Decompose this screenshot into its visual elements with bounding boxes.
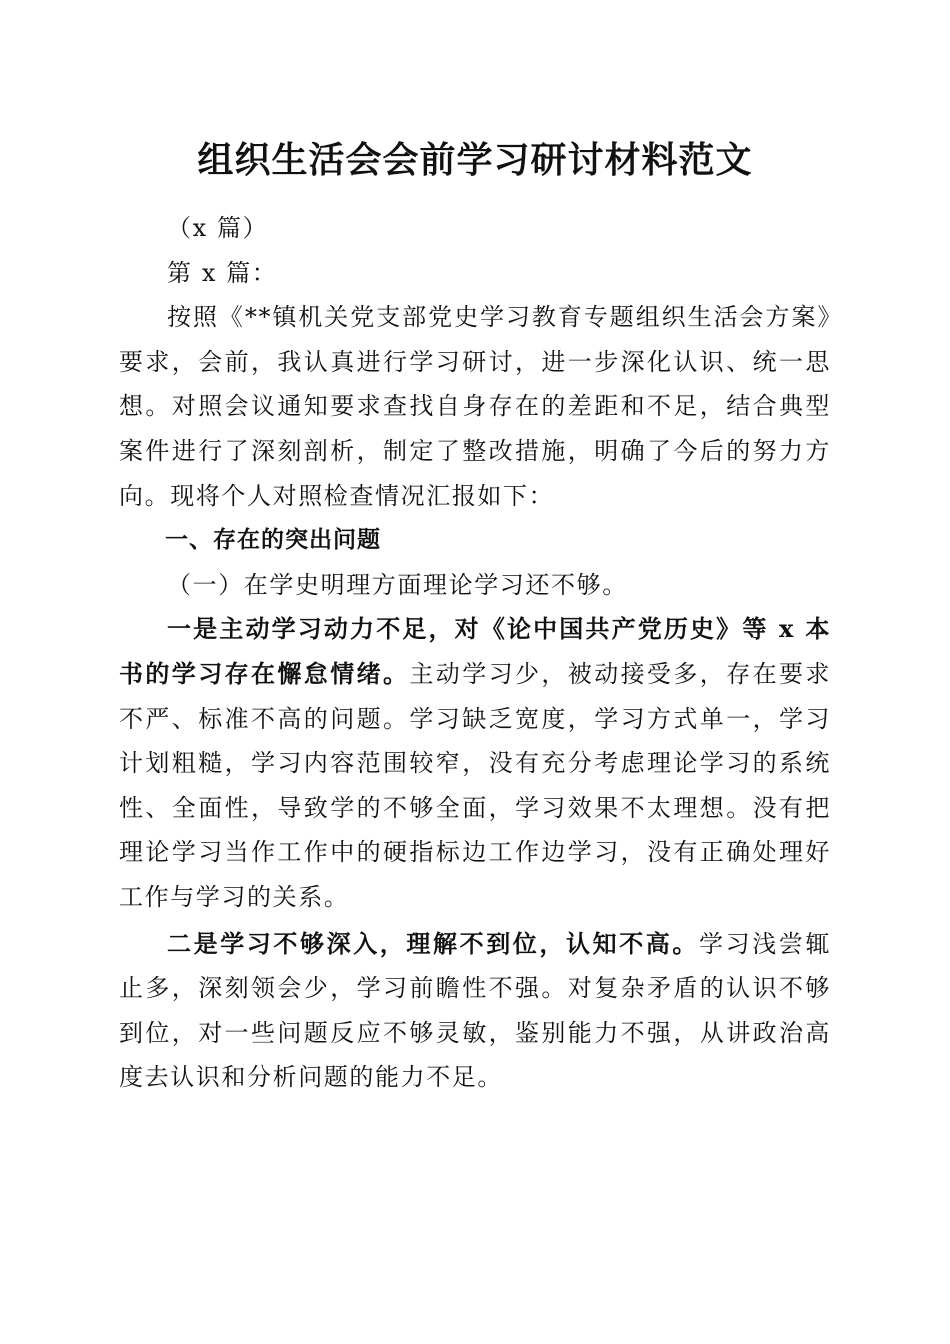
document-title: 组织生活会会前学习研讨材料范文 bbox=[197, 139, 753, 181]
intro-paragraph: 按照《**镇机关党支部党史学习教育专题组织生活会方案》要求，会前，我认真进行学习研讨，进一步深化认识、统一思想。对照会议通知要求查找自身存在的差距和不足，结合典型案件进行了深刻剖析，制定了整改措施，明确了今后的努力方向。现将个人对照检查情况汇报如下： bbox=[119, 303, 831, 510]
document-body bbox=[119, 206, 831, 1100]
subsection-heading-1: （一）在学史明理方面理论学习还不够。 bbox=[167, 570, 628, 599]
section-heading-1: 一、存在的突出问题 bbox=[165, 527, 381, 554]
point-1-lead: 一是主动学习动力不足，对《论中国共产党历史》等 x 本书的学习存在懈怠情绪。 bbox=[119, 614, 831, 688]
point-1-body: 主动学习少，被动接受多，存在要求不严、标准不高的问题。学习缺乏宽度，学习方式单一，学习计划粗糙，学习内容范围较窄，没有充分考虑理论学习的系统性、全面性，导致学的不够全面，学习效果不太理想。没有把理论学习当作工作中的硬指标边工作边学习，没有正确处理好工作与学习的关系。 bbox=[119, 659, 831, 911]
point-2-paragraph bbox=[119, 922, 831, 1100]
article-label: 第 x 篇： bbox=[167, 258, 278, 287]
point-2-lead: 二是学习不够深入，理解不到位，认知不高。 bbox=[167, 928, 699, 958]
count-note: （x 篇） bbox=[167, 214, 269, 242]
point-2-body: 学习浅尝辄止多，深刻领会少，学习前瞻性不强。对复杂矛盾的认识不够到位，对一些问题反应不够灵敏，鉴别能力不强，从讲政治高度去认识和分析问题的能力不足。 bbox=[119, 929, 831, 1092]
point-1-paragraph bbox=[119, 607, 831, 919]
